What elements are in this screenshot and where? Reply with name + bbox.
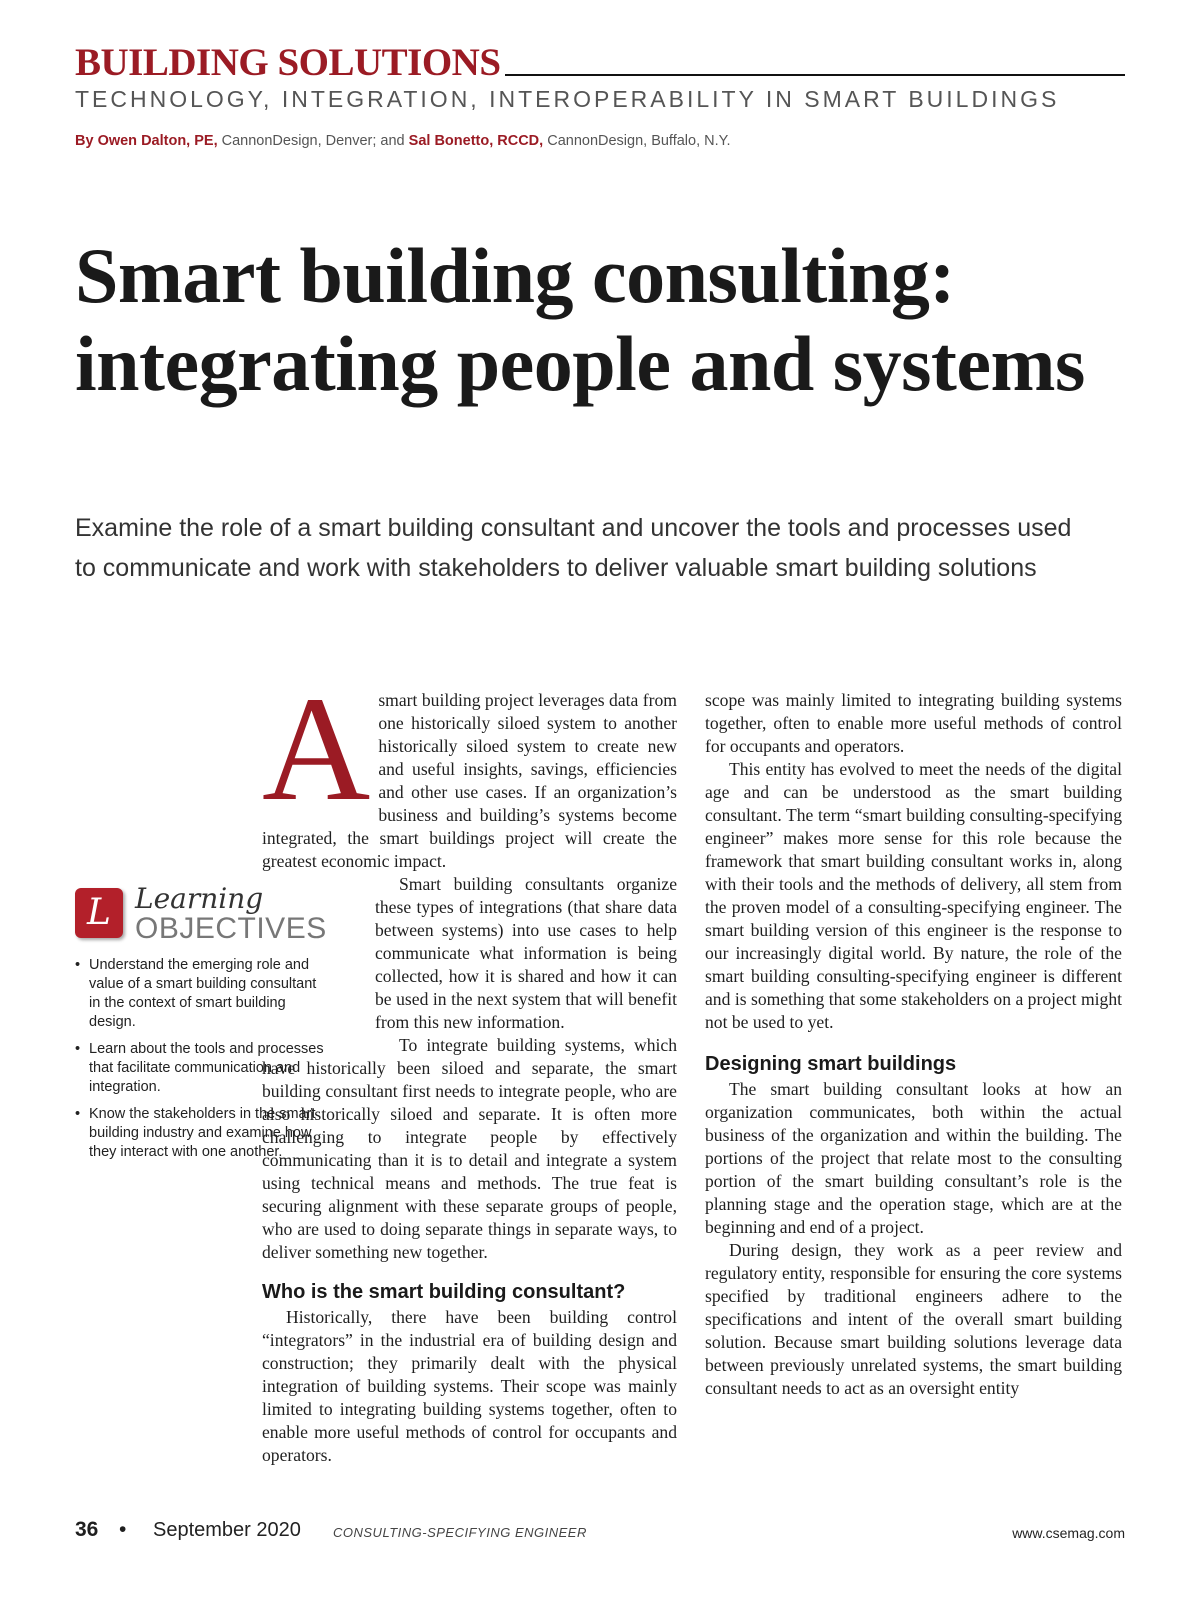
subhead-who: Who is the smart building consultant? — [262, 1281, 626, 1303]
page-footer — [75, 1518, 1125, 1548]
affiliation-2: CannonDesign, Buffalo, N.Y. — [543, 133, 731, 149]
sidebar-spacer — [262, 873, 375, 1041]
article-paragraph: During design, they work as a peer review and regulatory entity, responsible for ensuring the core systems specified by traditional engineers adhere to the specifications and intent of the overall smart building solution. Because smart building solutions leverage data between previously unrelated systems, the smart building consultant needs to act as an oversight entity — [705, 1240, 1122, 1398]
issue-date: September 2020 — [153, 1519, 301, 1541]
article-column-2 — [705, 689, 1122, 1400]
drop-cap: A — [262, 666, 371, 832]
article-column-1 — [262, 666, 677, 1465]
list-item: • Know the stakeholders in the smart building industry and examine how they interact with one another. — [75, 1105, 330, 1162]
footer-bullet: • — [119, 1518, 127, 1541]
article-paragraph: The smart building consultant looks at how an organization communicates, both within the actual business of the organization and within the building. The portions of the project that relate most to the consulting portion of the smart building consultant’s role is the planning stage and the operation stage, which are at the beginning and end of a project. — [705, 1079, 1122, 1237]
learning-script-label: Learning — [135, 882, 264, 915]
magazine-name: CONSULTING-SPECIFYING ENGINEER — [333, 1525, 587, 1540]
article-paragraph: Smart building consultants organize these types of integrations (that share data between systems) into use cases to help communicate what information is being collected, how it is shared and how it can be used in the next system that will benefit from this new information. — [375, 874, 677, 1032]
author-2: Sal Bonetto, RCCD, — [408, 133, 544, 149]
affiliation-1: CannonDesign, Denver; and — [217, 133, 409, 149]
article-paragraph: Historically, there have been building control “integrators” in the industrial era of building design and construction; they primarily dealt with the physical integration of building systems. Their scope was mainly limited to integrating building systems together, often to enable more useful methods of control for occupants and operators. — [262, 1307, 677, 1465]
section-header — [75, 42, 1125, 84]
article-paragraph-continued: scope was mainly limited to integrating building systems together, often to enable more useful methods of control for occupants and operators. — [705, 690, 1122, 756]
section-title: BUILDING SOLUTIONS — [75, 42, 505, 84]
objectives-caps-label: OBJECTIVES — [135, 912, 327, 945]
magazine-url[interactable]: www.csemag.com — [1012, 1525, 1125, 1541]
subhead-designing: Designing smart buildings — [705, 1053, 957, 1075]
author-1: By Owen Dalton, PE, — [75, 133, 218, 149]
byline — [75, 133, 730, 149]
section-subtitle: TECHNOLOGY, INTEGRATION, INTEROPERABILITY IN SMART BUILDINGS — [75, 86, 1060, 112]
article-headline: Smart building consulting: integrating people and systems — [75, 232, 1085, 407]
page-number: 36 — [75, 1518, 99, 1541]
list-item: • Understand the emerging role and value of a smart building consultant in the context of smart building design. — [75, 956, 330, 1032]
list-item: • Learn about the tools and processes that facilitate communication and integration. — [75, 1040, 330, 1097]
article-paragraph: smart building project leverages data from one historically siloed system to another historically siloed system to create new and useful insights, savings, efficiencies and other use cases. If an organization’s business and building’s systems become integrated, the smart buildings project will create the greatest economic impact. — [262, 690, 677, 871]
article-paragraph: This entity has evolved to meet the needs of the digital age and can be understood as the smart building consultant. The term “smart building consulting-specifying engineer” makes more sense for this role because the framework that smart building consultant works in, along with their tools and the methods of delivery, all stem from the proven model of a consulting-specifying engineer. The smart building version of this engineer is the response to our increasingly digital world. By nature, the role of the smart building consulting-specifying engineer is different and is something that some stakeholders on a project might not be used to yet. — [705, 759, 1122, 1032]
article-paragraph: To integrate building systems, which have historically been siloed and separate, the smart building consultant first needs to integrate people, who are also historically siloed and separate. It is often more challenging to integrate people by effectively communicating than it is to detail and integrate a system using technical means and methods. The true feat is securing alignment with these separate groups of people, who are used to doing separate things in separate ways, to deliver something new together. — [262, 1035, 677, 1262]
article-deck: Examine the role of a smart building consultant and uncover the tools and processes used to communicate and work with stakeholders to deliver valuable smart building solutions — [75, 514, 1072, 582]
learning-badge-icon: L — [75, 888, 123, 938]
